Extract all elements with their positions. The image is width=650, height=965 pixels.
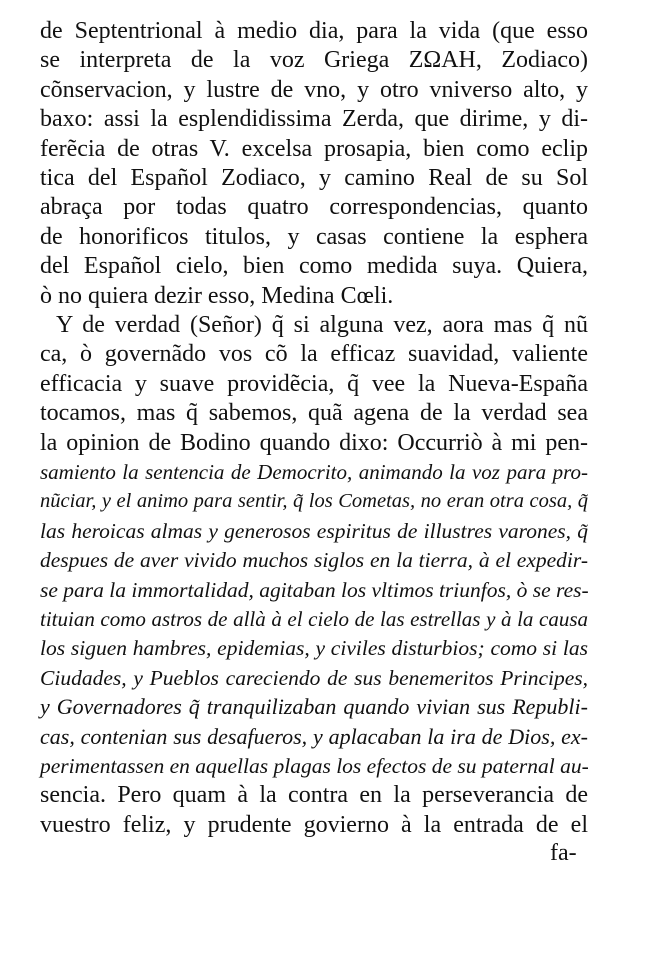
text-line: despues de aver vivido muchos siglos en la tierra, à el expedir- [40,548,588,573]
text-line: del Español cielo, bien como medida suya. Quiera, [40,253,588,280]
text-line: ò no quiera dezir esso, Medina Cœli. [40,282,394,309]
text-line: tituian como astros de allà à el cielo de las estrellas y à la causa [40,607,588,631]
text-line: Y de verdad (Señor) q̃ si alguna vez, aora mas q̃ nũ [56,312,588,338]
text-line: cas, contenian sus desafueros, y aplacaban la ira de Dios, ex- [40,723,588,749]
text-line: baxo: assi la esplendidissima Zerda, que dirime, y di- [40,106,588,133]
catchword: fa- [550,840,577,866]
text-line: samiento la sentencia de Democrito, animando la voz para pro- [40,460,588,484]
text-line: sencia. Pero quam à la contra en la perseverancia de [40,782,588,809]
text-line: y Governadores q̃ tranquilizaban quando vivian sus Republi- [40,694,588,720]
text-line: se para la immortalidad, agitaban los vltimos triunfos, ò se res- [40,577,589,602]
text-line: Ciudades, y Pueblos careciendo de sus benemeritos Principes, [40,665,588,690]
text-line: perimentassen en aquellas plagas los efectos de su paternal au- [40,754,589,778]
text-line: las heroicas almas y generosos espiritus de illustres varones, q̃ [40,518,588,543]
text-line: de honorificos titulos, y casas contiene la esphera [40,223,588,250]
text-line: los siguen hambres, epidemias, y civiles disturbios; como si las [40,636,588,661]
text-line: de Septentrional à medio dia, para la vida (que esso [40,18,588,44]
text-line: se interpreta de la voz Griega ΖΩΑΗ, Zodiaco) [40,47,588,74]
text-line: la opinion de Bodino quando dixo: Occurriò à mi pen- [40,429,588,456]
text-line: ca, ò governãdo vos cõ la efficaz suavidad, valiente [40,341,588,368]
text-line: nũciar, y el animo para sentir, q̃ los Cometas, no eran otra cosa, q̃ [40,490,588,513]
text-line: tocamos, mas q̃ sabemos, quã agena de la verdad sea [40,400,588,427]
text-line: abraça por todas quatro correspondencias, quanto [40,194,588,221]
text-line: vuestro feliz, y prudente govierno à la entrada de el [40,811,588,838]
text-line: cõnservacion, y lustre de vno, y otro vniverso alto, y [40,76,588,103]
text-line: efficacia y suave providẽcia, q̃ vee la Nueva-España [40,370,588,397]
text-line: tica del Español Zodiaco, y camino Real de su Sol [40,165,588,191]
text-line: ferẽcia de otras V. excelsa prosapia, bien como eclip [40,135,588,162]
